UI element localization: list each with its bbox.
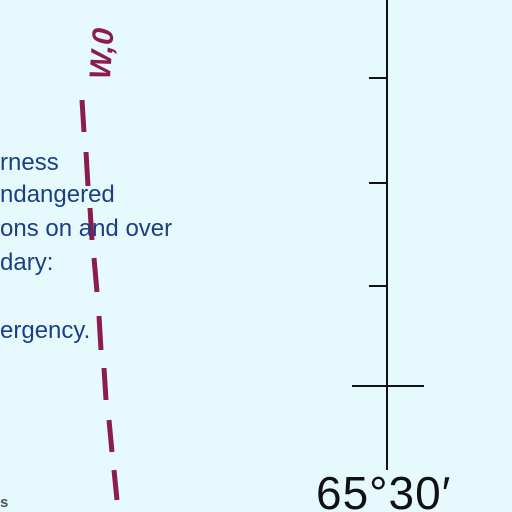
notice-line-1: rness	[0, 149, 59, 176]
notice-line-6: ergency.	[0, 317, 91, 344]
corner-label: s	[0, 494, 9, 511]
notice-line-3: ons on and over	[0, 215, 173, 242]
boundary-label: W,0	[84, 27, 121, 81]
longitude-label: 65°30′	[316, 467, 452, 512]
notice-line-4: dary:	[0, 249, 54, 276]
notice-line-2: ndangered	[0, 181, 115, 208]
